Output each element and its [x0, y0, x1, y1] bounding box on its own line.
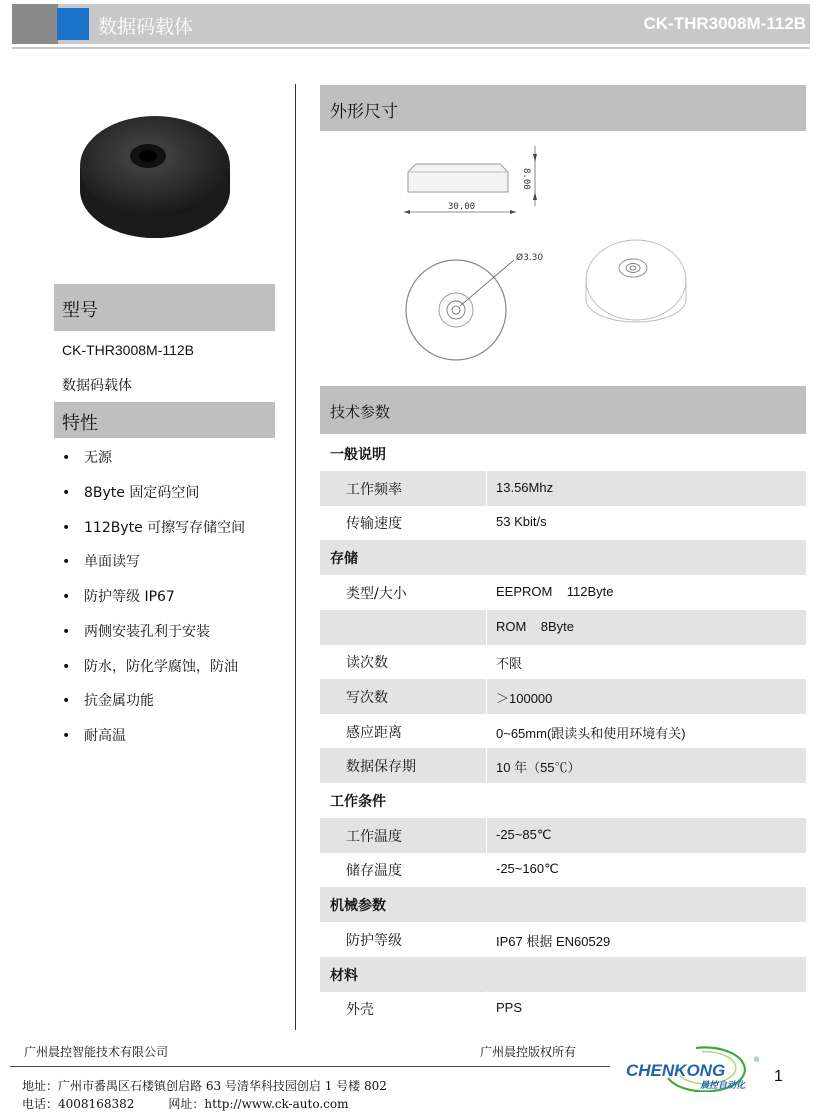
- bullet-icon: •: [62, 450, 71, 466]
- bullet-icon: •: [62, 659, 71, 675]
- feature-text: 8Byte 固定码空间: [84, 485, 200, 501]
- bullet-icon: •: [62, 520, 71, 536]
- spec-value: PPS: [496, 1000, 523, 1015]
- spec-value: EEPROM 112Byte: [496, 584, 614, 599]
- spec-column-separator: [486, 505, 487, 540]
- features-section-heading: 特性: [54, 402, 275, 438]
- spec-row: [320, 610, 806, 645]
- feature-text: 防护等级 IP67: [84, 589, 175, 605]
- column-divider: [295, 84, 296, 1030]
- bullet-icon: •: [62, 624, 71, 640]
- footer-address: 地址：广州市番禺区石楼镇创启路 63 号清华科技园创启 1 号楼 802: [22, 1079, 387, 1093]
- web-address[interactable]: http://www.ck-auto.com: [204, 1097, 349, 1111]
- feature-text: 两侧安装孔利于安装: [84, 624, 210, 640]
- page-header: [12, 4, 810, 44]
- logo-reg: ®: [754, 1057, 760, 1064]
- header-title: 数据码载体: [98, 16, 194, 38]
- logo-text: CHENKONG: [626, 1061, 726, 1080]
- hole-diameter-label: Ø3.30: [516, 253, 544, 263]
- feature-text: 抗金属功能: [84, 693, 154, 709]
- page-number: 1: [774, 1068, 783, 1085]
- feature-item: [62, 586, 175, 606]
- spec-column-separator: [486, 748, 487, 783]
- dimensions-heading: 外形尺寸: [320, 85, 806, 131]
- spec-value: 10 年（55℃）: [496, 760, 581, 775]
- feature-item: [62, 690, 154, 710]
- spec-category-row: [320, 540, 806, 575]
- spec-column-separator: [486, 679, 487, 714]
- spec-key: 外壳: [346, 1002, 374, 1018]
- specs-heading: 技术参数: [320, 386, 806, 434]
- spec-key: 类型/大小: [346, 586, 407, 602]
- spec-row: [320, 679, 806, 714]
- bullet-icon: •: [62, 485, 71, 501]
- bullet-icon: •: [62, 554, 71, 570]
- feature-item: [62, 725, 126, 745]
- spec-value: 13.56Mhz: [496, 480, 554, 495]
- spec-category-row: [320, 436, 806, 471]
- spec-value: 53 Kbit/s: [496, 514, 547, 529]
- dimension-drawing: [396, 140, 706, 372]
- feature-item: [62, 551, 140, 571]
- header-dark-block: [12, 4, 58, 44]
- spec-column-separator: [486, 922, 487, 957]
- spec-value: -25~160℃: [496, 861, 559, 876]
- model-section-heading: 型号: [54, 284, 275, 331]
- spec-value: ROM 8Byte: [496, 619, 575, 634]
- feature-item: [62, 447, 112, 467]
- feature-text: 无源: [84, 450, 112, 466]
- spec-column-separator: [486, 644, 487, 679]
- spec-row: [320, 575, 806, 610]
- spec-row: [320, 471, 806, 506]
- spec-key: 读次数: [346, 655, 388, 671]
- bullet-icon: •: [62, 693, 71, 709]
- spec-key: 工作温度: [346, 829, 402, 845]
- spec-row: [320, 852, 806, 887]
- logo-subtext: 晨控自动化: [700, 1081, 746, 1091]
- model-description: 数据码载体: [62, 378, 132, 394]
- spec-value: -25~85℃: [496, 827, 552, 842]
- tel-label: 电话：: [22, 1097, 59, 1111]
- spec-row: [320, 714, 806, 749]
- web-label: 网址：: [168, 1097, 205, 1111]
- footer-divider: [10, 1066, 610, 1067]
- feature-item: [62, 517, 245, 537]
- feature-text: 112Byte 可擦写存储空间: [84, 520, 246, 536]
- spec-key: 储存温度: [346, 863, 402, 879]
- width-label: 30.00: [448, 202, 476, 212]
- spec-row: [320, 818, 806, 853]
- tel-number: 4008168382: [58, 1097, 135, 1111]
- chenkong-logo: [622, 1042, 764, 1092]
- spec-row: [320, 991, 806, 1026]
- spec-category-row: [320, 783, 806, 818]
- header-underline: [12, 47, 810, 49]
- spec-row: [320, 644, 806, 679]
- spec-column-separator: [486, 852, 487, 887]
- footer-rights: 广州晨控版权所有: [480, 1045, 577, 1059]
- feature-item: [62, 621, 210, 641]
- spec-category-label: 一般说明: [330, 447, 386, 463]
- bullet-icon: •: [62, 728, 71, 744]
- spec-column-separator: [486, 575, 487, 610]
- spec-column-separator: [486, 610, 487, 645]
- footer-company: 广州晨控智能技术有限公司: [24, 1045, 169, 1059]
- spec-category-row: [320, 887, 806, 922]
- feature-text: 防水，防化学腐蚀，防油: [84, 659, 238, 675]
- spec-column-separator: [486, 991, 487, 1026]
- spec-value: IP67 根据 EN60529: [496, 934, 611, 949]
- spec-category-row: [320, 957, 806, 992]
- header-blue-square-icon: [57, 8, 89, 40]
- spec-key: 工作频率: [346, 482, 402, 498]
- spec-category-label: 存储: [330, 551, 358, 567]
- spec-key: 传输速度: [346, 516, 402, 532]
- feature-text: 耐高温: [84, 728, 126, 744]
- height-label: 8.00: [521, 168, 531, 190]
- header-model-code: CK-THR3008M-112B: [643, 14, 806, 33]
- spec-key: 防护等级: [346, 933, 402, 949]
- spec-row: [320, 922, 806, 957]
- footer-contact: [22, 1095, 348, 1112]
- spec-value: ＞100000: [496, 691, 553, 706]
- spec-value: 不限: [496, 656, 523, 671]
- spec-column-separator: [486, 714, 487, 749]
- spec-row: [320, 505, 806, 540]
- spec-column-separator: [486, 471, 487, 506]
- spec-category-label: 工作条件: [330, 794, 386, 810]
- bullet-icon: •: [62, 589, 71, 605]
- feature-item: [62, 482, 199, 502]
- spec-column-separator: [486, 818, 487, 853]
- spec-category-label: 材料: [330, 968, 358, 984]
- spec-value: 0~65mm(跟读头和使用环境有关): [496, 726, 686, 741]
- spec-key: 数据保存期: [346, 759, 416, 775]
- spec-key: 写次数: [346, 690, 388, 706]
- spec-category-label: 机械参数: [330, 898, 386, 914]
- feature-item: [62, 656, 238, 676]
- spec-row: [320, 748, 806, 783]
- model-code: CK-THR3008M-112B: [62, 342, 195, 358]
- product-photo: [70, 98, 240, 258]
- spec-key: 感应距离: [346, 725, 402, 741]
- feature-text: 单面读写: [84, 554, 140, 570]
